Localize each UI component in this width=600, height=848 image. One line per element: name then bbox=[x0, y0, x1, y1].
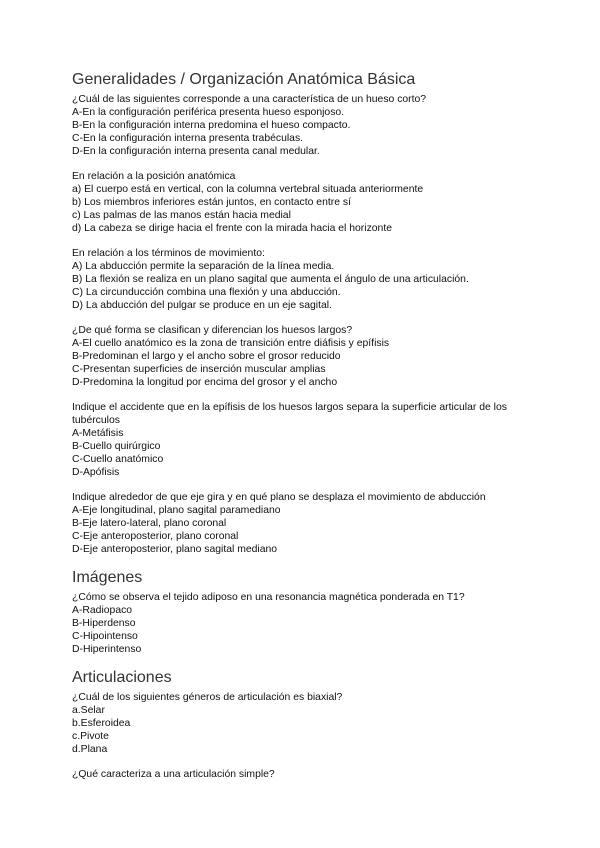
question-prompt: Indique alrededor de que eje gira y en qué plano se desplaza el movimiento de abducción bbox=[72, 492, 486, 503]
answer-option: d) La cabeza se dirige hacia el frente con la mirada hacia el horizonte bbox=[72, 223, 392, 234]
answer-option: c.Pivote bbox=[72, 731, 109, 742]
answer-option: A-Eje longitudinal, plano sagital paramediano bbox=[72, 505, 281, 516]
answer-option: B-Predominan el largo y el ancho sobre el grosor reducido bbox=[72, 351, 341, 362]
answer-option: b) Los miembros inferiores están juntos, en contacto entre sí bbox=[72, 197, 351, 208]
answer-option: c) Las palmas de las manos están hacia medial bbox=[72, 210, 291, 221]
answer-option: D-Apófisis bbox=[72, 467, 120, 478]
answer-option: a) El cuerpo está en vertical, con la columna vertebral situada anteriormente bbox=[72, 184, 424, 195]
answer-option: A-Metáfisis bbox=[72, 428, 124, 439]
section-title: Articulaciones bbox=[72, 669, 172, 686]
answer-option: A) La abducción permite la separación de la línea media. bbox=[72, 261, 335, 272]
answer-option: C-Cuello anatómico bbox=[72, 454, 164, 465]
question-block bbox=[72, 491, 532, 556]
answer-option: B-Cuello quirúrgico bbox=[72, 441, 161, 452]
question-block bbox=[72, 93, 532, 158]
answer-option: B) La flexión se realiza en un plano sagital que aumenta el ángulo de una articulación. bbox=[72, 274, 469, 285]
answer-option: D) La abducción del pulgar se produce en un eje sagital. bbox=[72, 300, 332, 311]
question-block bbox=[72, 768, 532, 781]
answer-option: d.Plana bbox=[72, 744, 108, 755]
answer-option: a.Selar bbox=[72, 705, 105, 716]
question-prompt: ¿Cómo se observa el tejido adiposo en una resonancia magnética ponderada en T1? bbox=[72, 592, 465, 603]
answer-option: B-Eje latero-lateral, plano coronal bbox=[72, 518, 227, 529]
section-title: Imágenes bbox=[72, 569, 143, 586]
answer-option: B-En la configuración interna predomina el hueso compacto. bbox=[72, 120, 351, 131]
question-block bbox=[72, 401, 532, 479]
answer-option: b.Esferoidea bbox=[72, 718, 131, 729]
question-prompt: ¿Cuál de los siguientes géneros de articulación es biaxial? bbox=[72, 692, 343, 703]
section-title: Generalidades / Organización Anatómica Básica bbox=[72, 71, 416, 88]
question-prompt: Indique el accidente que en la epífisis de los huesos largos separa la superficie articular de los tubérculos bbox=[72, 402, 507, 426]
question-block bbox=[72, 691, 532, 756]
document-page bbox=[72, 70, 532, 781]
question-prompt: En relación a los términos de movimiento: bbox=[72, 248, 265, 259]
answer-option: C-En la configuración interna presenta trabéculas. bbox=[72, 133, 304, 144]
answer-option: B-Hiperdenso bbox=[72, 618, 136, 629]
question-block bbox=[72, 170, 532, 235]
question-prompt: ¿De qué forma se clasifican y diferencian los huesos largos? bbox=[72, 325, 353, 336]
question-prompt: ¿Qué caracteriza a una articulación simple? bbox=[72, 769, 275, 780]
answer-option: C-Hipointenso bbox=[72, 631, 138, 642]
answer-option: D-Eje anteroposterior, plano sagital mediano bbox=[72, 544, 278, 555]
question-prompt: ¿Cuál de las siguientes corresponde a una característica de un hueso corto? bbox=[72, 94, 427, 105]
answer-option: D-En la configuración interna presenta canal medular. bbox=[72, 146, 320, 157]
answer-option: C-Presentan superficies de inserción muscular amplias bbox=[72, 364, 326, 375]
answer-option: A-El cuello anatómico es la zona de transición entre diáfisis y epífisis bbox=[72, 338, 390, 349]
question-prompt: En relación a la posición anatómica bbox=[72, 171, 236, 182]
answer-option: D-Predomina la longitud por encima del grosor y el ancho bbox=[72, 377, 338, 388]
answer-option: D-Hiperintenso bbox=[72, 644, 142, 655]
question-block bbox=[72, 591, 532, 656]
answer-option: C) La circunducción combina una flexión y una abducción. bbox=[72, 287, 341, 298]
answer-option: A-Radiopaco bbox=[72, 605, 133, 616]
question-block bbox=[72, 324, 532, 389]
question-block bbox=[72, 247, 532, 312]
answer-option: A-En la configuración periférica presenta hueso esponjoso. bbox=[72, 107, 345, 118]
answer-option: C-Eje anteroposterior, plano coronal bbox=[72, 531, 239, 542]
